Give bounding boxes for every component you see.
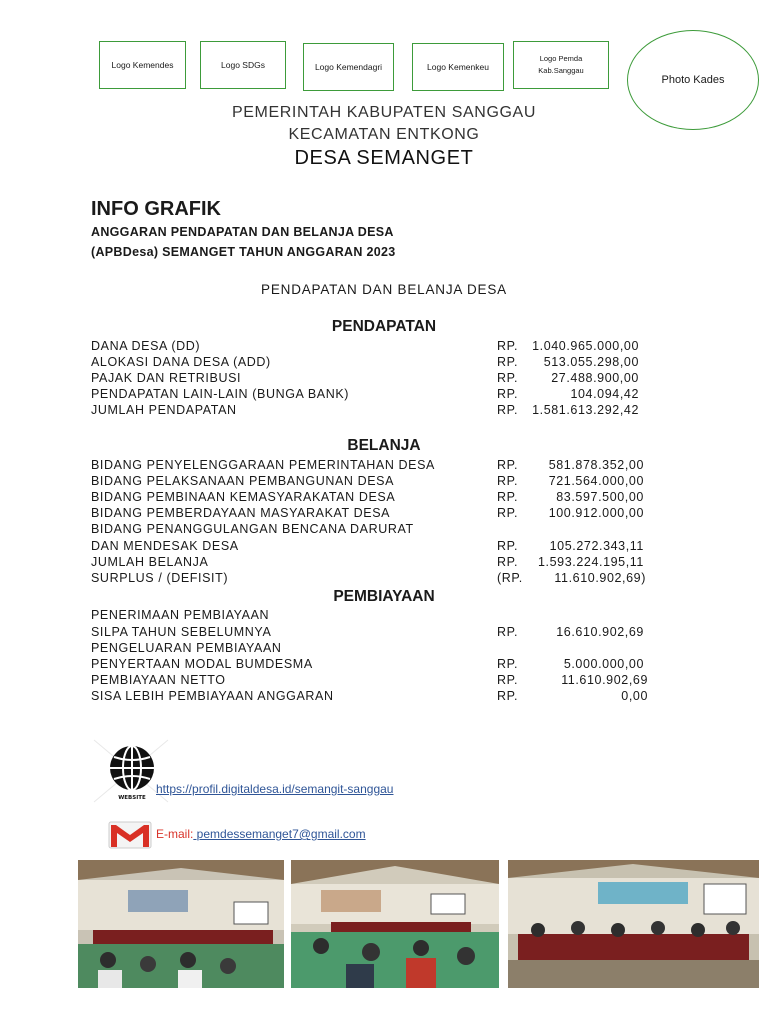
logo-kemenkeu: Logo Kemenkeu [412,43,504,91]
photo-kades-placeholder: Photo Kades [627,30,759,130]
meeting-photo-2 [291,860,499,988]
pendapatan-row: PAJAK DAN RETRIBUSI RP. 27.488.900,00 [91,371,639,385]
belanja-row: BIDANG PENANGGULANGAN BENCANA DARURAT [91,522,414,536]
pendapatan-row: PENDAPATAN LAIN-LAIN (BUNGA BANK) RP. 104.094,42 [91,387,639,401]
logo-sdgs: Logo SDGs [200,41,286,89]
info-subtitle-2: (APBDesa) SEMANGET TAHUN ANGGARAN 2023 [91,245,396,259]
header-line-2: KECAMATAN ENTKONG [288,126,480,143]
pdb-title: PENDAPATAN DAN BELANJA DESA [261,282,507,297]
email-label: E-mail: [156,827,194,841]
pembiayaan-heading: PEMBIAYAAN [333,588,435,605]
surplus-row: SURPLUS / (DEFISIT) (RP. 11.610.902,69) [91,571,646,585]
pendapatan-row: ALOKASI DANA DESA (ADD) RP. 513.055.298,00 [91,355,639,369]
pembiayaan-row: SISA LEBIH PEMBIAYAAN ANGGARAN RP. 0,00 [91,689,648,703]
website-icon-text: WEBSITE [118,795,146,801]
info-subtitle-1: ANGGARAN PENDAPATAN DAN BELANJA DESA [91,225,394,239]
pendapatan-total-row: JUMLAH PENDAPATAN RP. 1.581.613.292,42 [91,403,639,417]
info-title: INFO GRAFIK [91,198,221,220]
belanja-row: BIDANG PELAKSANAAN PEMBANGUNAN DESA RP. 721.564.000,00 [91,474,644,488]
pendapatan-row: DANA DESA (DD) RP. 1.040.965.000,00 [91,339,639,353]
belanja-row: BIDANG PEMBINAAN KEMASYARAKATAN DESA RP. 83.597.500,00 [91,490,644,504]
belanja-row: BIDANG PENYELENGGARAAN PEMERINTAHAN DESA RP. 581.878.352,00 [91,458,644,472]
header-line-3: DESA SEMANGET [294,147,474,169]
header-line-1: PEMERINTAH KABUPATEN SANGGAU [232,104,536,121]
logo-kemendes: Logo Kemendes [99,41,186,89]
belanja-heading: BELANJA [347,437,421,454]
pembiayaan-row: PENERIMAAN PEMBIAYAAN [91,608,270,622]
meeting-photo-1 [78,860,284,988]
logo-kemendagri: Logo Kemendagri [303,43,394,91]
belanja-row: BIDANG PEMBERDAYAAN MASYARAKAT DESA RP. 100.912.000,00 [91,506,644,520]
website-link[interactable]: https://profil.digitaldesa.id/semangit-sanggau [156,782,394,796]
email-link[interactable]: pemdessemanget7@gmail.com [193,827,366,841]
logo-pemda-sanggau: Logo Pemda Kab.Sanggau [513,41,609,89]
pembiayaan-row: PENGELUARAN PEMBIAYAAN [91,641,282,655]
pendapatan-heading: PENDAPATAN [331,318,437,335]
pembiayaan-row: PEMBIAYAAN NETTO RP. 11.610.902,69 [91,673,648,687]
pembiayaan-row: PENYERTAAN MODAL BUMDESMA RP. 5.000.000,00 [91,657,644,671]
belanja-row: DAN MENDESAK DESA RP. 105.272.343,11 [91,539,644,553]
meeting-photo-3 [508,860,759,988]
pembiayaan-row: SILPA TAHUN SEBELUMNYA RP. 16.610.902,69 [91,625,644,639]
email-line [156,827,366,841]
belanja-total-row: JUMLAH BELANJA RP. 1.593.224.195,11 [91,555,644,569]
gmail-icon [108,821,152,849]
